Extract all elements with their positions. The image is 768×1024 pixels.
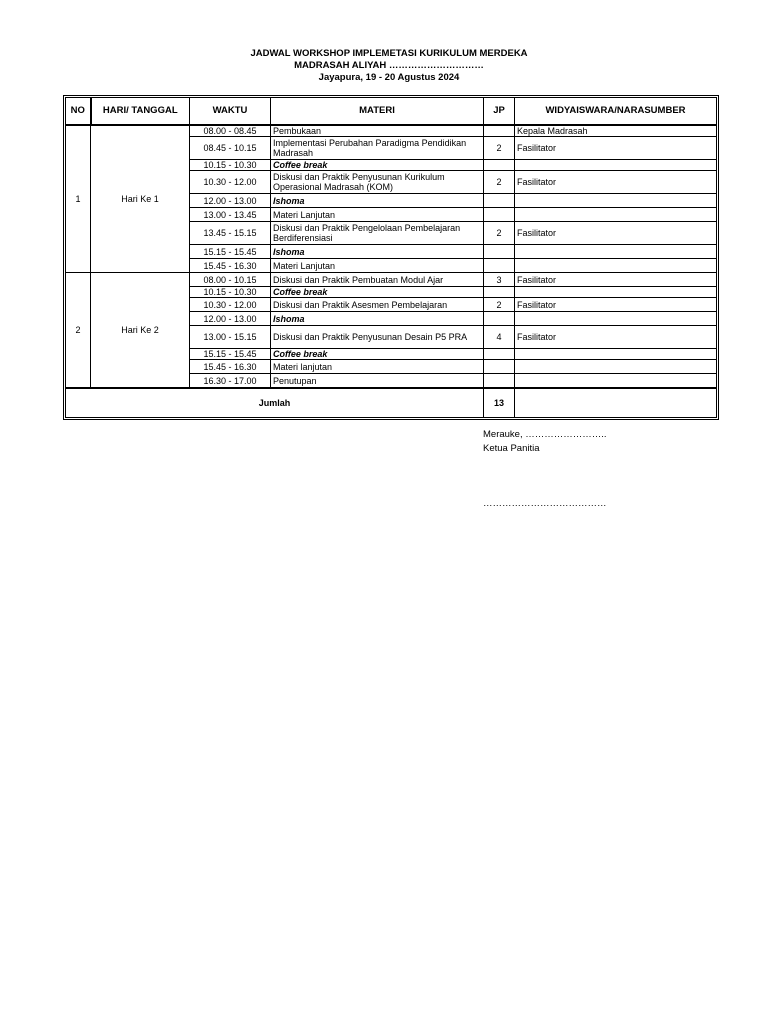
speaker-cell <box>515 208 717 222</box>
day-number: 1 <box>66 125 91 273</box>
time-cell: 08.00 - 08.45 <box>190 125 271 137</box>
schedule-body <box>66 125 717 388</box>
total-speaker <box>515 388 717 418</box>
time-cell: 15.15 - 15.45 <box>190 349 271 360</box>
speaker-cell: Fasilitator <box>515 298 717 312</box>
jp-cell <box>484 245 515 259</box>
jp-cell: 2 <box>484 222 515 245</box>
schedule-table <box>65 97 717 418</box>
speaker-cell <box>515 160 717 171</box>
material-cell: Materi Lanjutan <box>271 259 484 273</box>
material-cell: Diskusi dan Praktik Penyusunan Kurikulum Operasional Madrasah (KOM) <box>271 171 484 194</box>
time-cell: 10.15 - 10.30 <box>190 287 271 298</box>
speaker-cell: Fasilitator <box>515 326 717 349</box>
time-cell: 10.30 - 12.00 <box>190 171 271 194</box>
material-cell: Ishoma <box>271 312 484 326</box>
time-cell: 15.15 - 15.45 <box>190 245 271 259</box>
jp-cell <box>484 287 515 298</box>
time-cell: 15.45 - 16.30 <box>190 259 271 273</box>
material-cell: Pembukaan <box>271 125 484 137</box>
signature-name-line: ………………………………… <box>483 498 607 509</box>
table-row <box>66 273 717 287</box>
signature-role: Ketua Panitia <box>483 443 540 454</box>
material-cell: Coffee break <box>271 160 484 171</box>
material-cell: Coffee break <box>271 349 484 360</box>
table-row <box>66 125 717 137</box>
speaker-cell: Fasilitator <box>515 171 717 194</box>
jp-cell <box>484 125 515 137</box>
material-cell: Diskusi dan Praktik Pengelolaan Pembelajaran Berdiferensiasi <box>271 222 484 245</box>
day-label: Hari Ke 2 <box>91 273 190 389</box>
document-subtitle: MADRASAH ALIYAH ………………………… <box>294 60 484 71</box>
header-day: HARI/ TANGGAL <box>91 98 190 126</box>
speaker-cell <box>515 360 717 374</box>
header-time: WAKTU <box>190 98 271 126</box>
speaker-cell: Fasilitator <box>515 273 717 287</box>
jp-cell: 2 <box>484 137 515 160</box>
material-cell: Materi lanjutan <box>271 360 484 374</box>
total-row <box>66 388 717 418</box>
jp-cell <box>484 259 515 273</box>
speaker-cell <box>515 259 717 273</box>
material-cell: Materi Lanjutan <box>271 208 484 222</box>
material-cell: Diskusi dan Praktik Pembuatan Modul Ajar <box>271 273 484 287</box>
total-label: Jumlah <box>66 388 484 418</box>
material-cell: Implementasi Perubahan Paradigma Pendidikan Madrasah <box>271 137 484 160</box>
jp-cell <box>484 374 515 389</box>
material-cell: Ishoma <box>271 194 484 208</box>
total-jp: 13 <box>484 388 515 418</box>
header-speaker: WIDYAISWARA/NARASUMBER <box>515 98 717 126</box>
time-cell: 10.15 - 10.30 <box>190 160 271 171</box>
material-cell: Coffee break <box>271 287 484 298</box>
material-cell: Diskusi dan Praktik Penyusunan Desain P5 PRA <box>271 326 484 349</box>
jp-cell <box>484 349 515 360</box>
material-cell: Diskusi dan Praktik Asesmen Pembelajaran <box>271 298 484 312</box>
speaker-cell <box>515 374 717 389</box>
time-cell: 13.00 - 13.45 <box>190 208 271 222</box>
signature-place-date: Merauke, …………………….. <box>483 429 607 440</box>
time-cell: 13.00 - 15.15 <box>190 326 271 349</box>
jp-cell <box>484 208 515 222</box>
speaker-cell <box>515 245 717 259</box>
speaker-cell <box>515 349 717 360</box>
time-cell: 12.00 - 13.00 <box>190 312 271 326</box>
material-cell: Penutupan <box>271 374 484 389</box>
day-number: 2 <box>66 273 91 389</box>
speaker-cell: Kepala Madrasah <box>515 125 717 137</box>
jp-cell: 2 <box>484 171 515 194</box>
header-material: MATERI <box>271 98 484 126</box>
document-date-location: Jayapura, 19 - 20 Agustus 2024 <box>318 72 460 83</box>
time-cell: 08.00 - 10.15 <box>190 273 271 287</box>
time-cell: 15.45 - 16.30 <box>190 360 271 374</box>
jp-cell <box>484 194 515 208</box>
time-cell: 16.30 - 17.00 <box>190 374 271 389</box>
jp-cell: 3 <box>484 273 515 287</box>
time-cell: 10.30 - 12.00 <box>190 298 271 312</box>
speaker-cell <box>515 194 717 208</box>
table-header-row <box>66 98 717 126</box>
jp-cell: 2 <box>484 298 515 312</box>
speaker-cell <box>515 312 717 326</box>
speaker-cell: Fasilitator <box>515 222 717 245</box>
material-cell: Ishoma <box>271 245 484 259</box>
header-jp: JP <box>484 98 515 126</box>
time-cell: 08.45 - 10.15 <box>190 137 271 160</box>
jp-cell: 4 <box>484 326 515 349</box>
day-label: Hari Ke 1 <box>91 125 190 273</box>
jp-cell <box>484 160 515 171</box>
speaker-cell <box>515 287 717 298</box>
jp-cell <box>484 360 515 374</box>
document-title: JADWAL WORKSHOP IMPLEMETASI KURIKULUM MERDEKA <box>250 48 528 59</box>
time-cell: 13.45 - 15.15 <box>190 222 271 245</box>
header-no: NO <box>66 98 91 126</box>
speaker-cell: Fasilitator <box>515 137 717 160</box>
time-cell: 12.00 - 13.00 <box>190 194 271 208</box>
jp-cell <box>484 312 515 326</box>
